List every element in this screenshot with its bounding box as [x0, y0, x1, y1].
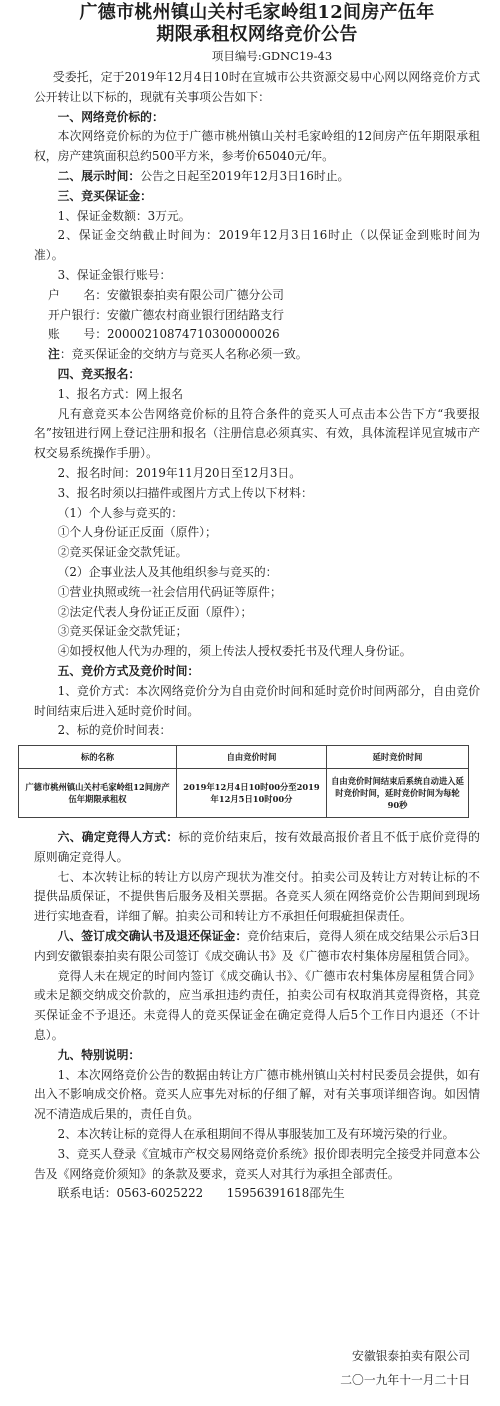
individual-heading: （1）个人参与竞买的：	[57, 505, 184, 520]
table-row	[19, 769, 469, 818]
title-line-2: 期限承租权网络竞价公告	[156, 24, 358, 45]
section-8-body: 竞价结束后，竞得人须在成交结果公示后3日内到安徽银泰拍卖有限公司签订《成交确认书》及《广德市农村集体房屋租赁合同》。	[34, 929, 480, 963]
project-number: 项目编号:GDNC19-43	[211, 49, 333, 63]
upload-materials: 3、报名时须以扫描件或图片方式上传以下材料：	[57, 485, 313, 500]
cell-item-name: 广德市桃州镇山关村毛家岭组12间房产伍年期限承租权	[19, 769, 177, 818]
header-item-name: 标的名称	[19, 746, 177, 769]
organization-heading: （2）企事业法人及其他组织参与竞买的：	[57, 564, 278, 579]
contact-phone: 联系电话：0563-6025222 15956391618邵先生	[57, 1186, 345, 1201]
section-7-body: 本次转让标的转让方以房产现状为准交付。拍卖公司及转让方对转让标的不提供品质保证，不提供售后服务及相关票据。各竞买人须在网络竞价公告期间到现场进行实地查看，详细了解。拍卖公司和转让方不承担任何瑕疵担保责任。	[34, 869, 480, 924]
section-3-heading: 三、竞买保证金：	[57, 188, 152, 203]
section-8-heading: 八、签订成交确认书及退还保证金：	[57, 929, 248, 944]
deposit-amount: 1、保证金数额：3万元。	[57, 208, 191, 223]
special-note-2: 2、本次转让标的竞得人在承租期间不得从事服装加工及有环境污染的行业。	[57, 1127, 455, 1142]
organization-item-1: ①营业执照或统一社会信用代码证等原件；	[57, 584, 282, 599]
table-header-row	[19, 746, 469, 769]
individual-item-1: ①个人身份证正反面（原件）；	[57, 525, 217, 540]
cell-extended-bidding-time: 自由竞价时间结束后系统自动进入延时竞价时间，延时竞价时间为每轮90秒	[327, 769, 469, 818]
note-text: ：竞买保证金的交纳方与竞买人名称必须一致。	[59, 347, 308, 362]
section-5-heading: 五、竞价方式及竞价时间：	[57, 663, 200, 678]
special-note-1: 1、本次网络竞价公告的数据由转让方广德市桃州镇山关村村民委员会提供，如有出入不影响成交价格。竞买人应事先对标的仔细了解，对有关事项详细咨询。如因情况不清造成后果的，责任自负。	[34, 1067, 480, 1122]
header-free-bidding-time: 自由竞价时间	[177, 746, 327, 769]
deposit-bank-label: 3、保证金银行账号：	[57, 267, 172, 282]
bidding-method: 1、竞价方式：本次网络竞价分为自由竞价时间和延时竞价时间两部分，自由竞价时间结束后进入延时竞价时间。	[34, 683, 480, 718]
section-6-heading: 六、确定竞得人方式：	[57, 830, 179, 845]
company-signature: 安徽银泰拍卖有限公司	[352, 1349, 470, 1363]
title-line-1: 广德市桃州镇山关村毛家岭组12间房产伍年	[79, 2, 435, 23]
bidding-schedule-label: 2、标的竞价时间表：	[57, 723, 172, 738]
section-4-heading: 四、竞买报名：	[57, 366, 141, 381]
organization-item-4: ④如授权他人代为办理的，须上传法人授权委托书及代理人身份证。	[57, 644, 412, 659]
section-7-heading: 七、	[57, 869, 82, 884]
section-2-heading: 二、展示时间：	[57, 168, 141, 183]
organization-item-3: ③竞买保证金交款凭证；	[57, 624, 188, 639]
section-9-heading: 九、特别说明：	[57, 1047, 141, 1062]
intro-paragraph: 受委托，定于2019年12月4日10时在宣城市公共资源交易中心网以网络竞价方式公开转让以下标的，现就有关事项公告如下：	[34, 70, 480, 104]
signature-date: 二〇一九年十一月二十日	[340, 1373, 470, 1387]
bank-account-name: 户 名：安徽银泰拍卖有限公司广德分公司	[48, 287, 284, 302]
section-8-paragraph-2: 竞得人未在规定的时间内签订《成交确认书》、《广德市农村集体房屋租赁合同》或未足额交纳成交价款的，应当承担违约责任，拍卖公司有权取消其竞得资格，其竞买保证金不予退还。未竞得人的竞买保证金在确定竞得人后5个工作日内退还（不计息）。	[34, 968, 480, 1043]
note-label: 注	[48, 347, 60, 362]
section-2-body: 公告之日起至2019年12月3日16时止。	[140, 168, 350, 183]
registration-method: 1、报名方式：网上报名	[57, 386, 184, 401]
registration-instructions: 凡有意竞买本公告网络竞价标的且符合条件的竞买人可点击本公告下方“我要报名”按钮进行网上登记注册和报名（注册信息必须真实、有效，具体流程详见宣城市产权交易系统操作手册）。	[34, 406, 480, 461]
header-extended-bidding-time: 延时竞价时间	[327, 746, 469, 769]
section-6-body: 标的竞价结束后，按有效最高报价者且不低于底价竞得的原则确定竞得人。	[34, 830, 480, 864]
section-1-body: 本次网络竞价标的为位于广德市桃州镇山关村毛家岭组的12间房产伍年期限承租权，房产建筑面积总约500平方米，参考价65040元/年。	[34, 129, 480, 164]
bank-account-number: 账 号：20000210874710300000026	[48, 327, 280, 342]
section-1-heading: 一、网络竞价标的：	[57, 109, 164, 124]
deposit-deadline: 2、保证金交纳截止时间为：2019年12月3日16时止（以保证金到账时间为准）。	[34, 228, 480, 263]
organization-item-2: ②法定代表人身份证正反面（原件）；	[57, 604, 253, 619]
bidding-schedule-table	[18, 745, 469, 818]
registration-time: 2、报名时间：2019年11月20日至12月3日。	[57, 465, 302, 480]
special-note-3: 3、竞买人登录《宣城市产权交易网络竞价系统》报价即表明完全接受并同意本公告及《网络竞价须知》的条款及要求，竞买人对其行为承担全部责任。	[34, 1146, 480, 1181]
individual-item-2: ②竞买保证金交款凭证。	[57, 545, 188, 560]
cell-free-bidding-time: 2019年12月4日10时00分至2019年12月5日10时00分	[177, 769, 327, 818]
bank-branch: 开户银行：安徽广德农村商业银行团结路支行	[48, 307, 284, 322]
